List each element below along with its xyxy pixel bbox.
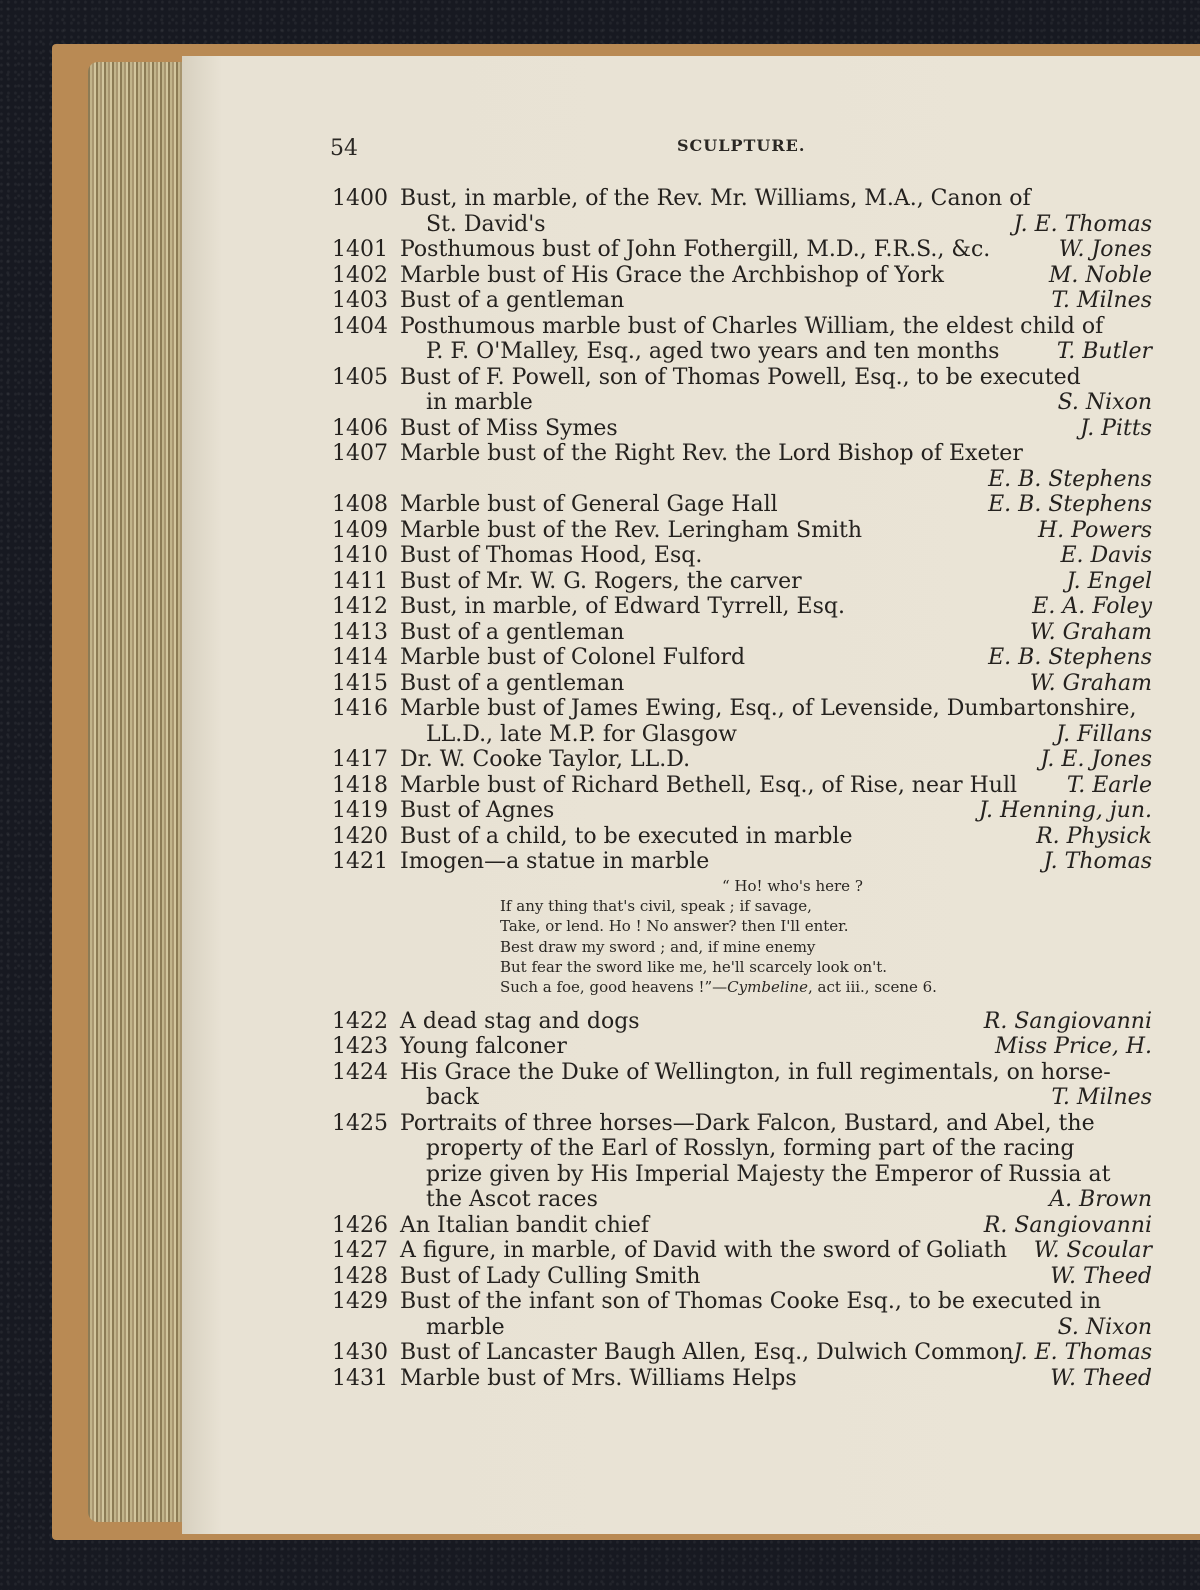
entry-line	[332, 186, 1152, 212]
entry-line	[332, 1162, 1152, 1188]
catalogue-number: 1414	[332, 645, 388, 670]
artist-name: E. B. Stephens	[988, 492, 1152, 517]
artist-name: R. Sangiovanni	[983, 1008, 1152, 1034]
artist-name: A. Brown	[1049, 1187, 1152, 1212]
catalogue-number: 1417	[332, 747, 388, 772]
catalogue-entry	[332, 1289, 1152, 1340]
entry-description: Bust of Mr. W. G. Rogers, the carver	[400, 568, 802, 594]
entry-description: An Italian bandit chief	[400, 1212, 650, 1238]
catalogue-number: 1430	[332, 1340, 388, 1365]
entry-line	[332, 1238, 1152, 1264]
artist-name: W. Scoular	[1033, 1238, 1152, 1263]
catalogue-number: 1404	[332, 313, 388, 339]
artist-name: J. Engel	[1066, 568, 1152, 594]
entry-line	[332, 237, 1152, 263]
entry-line	[332, 798, 1152, 824]
artist-name: T. Earle	[1066, 772, 1152, 798]
entry-line	[332, 696, 1152, 722]
entry-line	[332, 339, 1152, 365]
catalogue-number: 1427	[332, 1238, 388, 1263]
entry-description: Bust of a gentleman	[400, 619, 625, 645]
catalogue-number: 1411	[332, 568, 388, 594]
quotation-text: If any thing that's civil, speak ; if savage,	[500, 897, 812, 916]
catalogue-entry	[332, 263, 1152, 289]
entry-description: Marble bust of Colonel Fulford	[400, 645, 746, 670]
entry-line	[332, 671, 1152, 697]
artist-name: J. Henning, jun.	[978, 798, 1152, 823]
entry-description: Dr. W. Cooke Taylor, LL.D.	[400, 747, 691, 772]
entry-description: A dead stag and dogs	[400, 1008, 640, 1034]
entry-line	[332, 722, 1152, 748]
entry-description: property of the Earl of Rosslyn, forming part of the racing	[426, 1136, 1075, 1161]
artist-name: J. E. Jones	[1040, 747, 1152, 772]
catalogue-number: 1420	[332, 823, 388, 849]
catalogue-number: 1418	[332, 772, 388, 798]
catalogue-entry	[332, 1340, 1152, 1366]
artist-name: Miss Price, H.	[995, 1034, 1152, 1059]
entry-description: prize given by His Imperial Majesty the Emperor of Russia at	[426, 1161, 1111, 1187]
catalogue-number: 1416	[332, 696, 388, 721]
entry-description: Bust of a child, to be executed in marble	[400, 823, 853, 849]
entry-line	[332, 620, 1152, 646]
catalogue-number: 1428	[332, 1263, 388, 1289]
entry-line	[332, 1060, 1152, 1086]
artist-name: J. Fillans	[1055, 721, 1152, 747]
entry-line	[332, 747, 1152, 773]
entry-line	[332, 849, 1152, 875]
entry-line	[332, 773, 1152, 799]
quotation-text: Best draw my sword ; and, if mine enemy	[500, 937, 816, 956]
entry-description: in marble	[426, 390, 533, 415]
artist-name: J. E. Thomas	[1013, 1340, 1152, 1365]
artist-name: T. Butler	[1056, 339, 1152, 364]
entry-description: A figure, in marble, of David with the sword of Goliath	[400, 1238, 1008, 1263]
entry-line	[332, 288, 1152, 314]
quotation-line	[500, 916, 980, 936]
catalogue-entry	[332, 492, 1152, 518]
artist-name: H. Powers	[1038, 517, 1152, 543]
catalogue-entry	[332, 594, 1152, 620]
catalogue-entry	[332, 543, 1152, 569]
entry-line	[332, 1315, 1152, 1341]
catalogue-number: 1426	[332, 1212, 388, 1238]
entry-line	[332, 1187, 1152, 1213]
catalogue-entry	[332, 1060, 1152, 1111]
entry-description: marble	[426, 1314, 505, 1340]
catalogue-number: 1409	[332, 517, 388, 543]
artist-name: W. Graham	[1029, 619, 1152, 645]
catalogue-entry	[332, 416, 1152, 442]
quotation-text: But fear the sword like me, he'll scarcely look on't.	[500, 957, 888, 976]
artist-name: R. Sangiovanni	[983, 1212, 1152, 1238]
entry-line	[332, 594, 1152, 620]
entry-description: Bust of a gentleman	[400, 288, 625, 313]
entry-line	[332, 1034, 1152, 1060]
entry-description: P. F. O'Malley, Esq., aged two years and ten months	[426, 339, 1000, 364]
catalogue-number: 1400	[332, 186, 388, 211]
entry-description: Bust of Agnes	[400, 798, 555, 823]
entry-description: Marble bust of the Rev. Leringham Smith	[400, 517, 863, 543]
catalogue-entry	[332, 798, 1152, 824]
catalogue-entry	[332, 824, 1152, 850]
catalogue-entry	[332, 1034, 1152, 1060]
artist-name: E. Davis	[1060, 543, 1152, 568]
catalogue-entry	[332, 849, 1152, 875]
entry-description: Posthumous bust of John Fothergill, M.D., F.R.S., &c.	[400, 237, 991, 262]
quotation-line	[500, 977, 980, 997]
artist-name: W. Graham	[1029, 670, 1152, 696]
entry-line	[332, 1264, 1152, 1290]
entry-description: Bust, in marble, of the Rev. Mr. Williams, M.A., Canon of	[400, 186, 1031, 211]
catalogue-entry	[332, 518, 1152, 544]
entry-description: Marble bust of His Grace the Archbishop of York	[400, 262, 944, 288]
entry-description: Bust of F. Powell, son of Thomas Powell, Esq., to be executed	[400, 364, 1081, 390]
quotation-block	[500, 876, 980, 997]
entry-line	[332, 1136, 1152, 1162]
page-number: 54	[330, 136, 358, 161]
artist-name: T. Milnes	[1051, 288, 1152, 313]
entry-line	[332, 416, 1152, 442]
entry-description: Bust, in marble, of Edward Tyrrell, Esq.	[400, 594, 845, 619]
catalogue-entry	[332, 1111, 1152, 1213]
entry-line	[332, 441, 1152, 467]
catalogue-entry	[332, 671, 1152, 697]
artist-name: E. B. Stephens	[988, 466, 1152, 492]
entry-line	[332, 569, 1152, 595]
catalogue-entry	[332, 747, 1152, 773]
quotation-text: Such a foe, good heavens !”—	[500, 978, 728, 997]
entry-line	[332, 314, 1152, 340]
entry-line	[332, 518, 1152, 544]
entry-line	[332, 1366, 1152, 1392]
artist-name: W. Theed	[1050, 1263, 1152, 1289]
artist-name: S. Nixon	[1057, 390, 1152, 415]
entry-line	[332, 1111, 1152, 1137]
catalogue-entries	[332, 186, 1152, 1391]
catalogue-entry	[332, 1238, 1152, 1264]
entry-description: Marble bust of Richard Bethell, Esq., of Rise, near Hull	[400, 772, 1018, 798]
catalogue-number: 1406	[332, 415, 388, 441]
entry-line	[332, 263, 1152, 289]
quotation-line	[500, 937, 980, 957]
entry-description: Bust of Miss Symes	[400, 415, 618, 441]
entry-line	[332, 212, 1152, 238]
catalogue-number: 1423	[332, 1034, 388, 1059]
catalogue-entry	[332, 773, 1152, 799]
catalogue-number: 1401	[332, 237, 388, 262]
entry-description: St. David's	[426, 211, 546, 237]
catalogue-number: 1429	[332, 1289, 388, 1314]
entry-description: Posthumous marble bust of Charles William, the eldest child of	[400, 313, 1104, 339]
entry-line	[332, 390, 1152, 416]
artist-name: E. A. Foley	[1032, 594, 1152, 619]
catalogue-entry	[332, 288, 1152, 314]
catalogue-entry	[332, 237, 1152, 263]
entry-description: Bust of the infant son of Thomas Cooke Esq., to be executed in	[400, 1289, 1102, 1314]
quotation-source-ref: , act iii., scene 6.	[807, 978, 937, 997]
catalogue-number: 1413	[332, 619, 388, 645]
entry-line	[332, 1009, 1152, 1035]
entry-description: back	[426, 1085, 479, 1110]
entry-line	[332, 467, 1152, 493]
entry-description: Marble bust of the Right Rev. the Lord Bishop of Exeter	[400, 441, 1023, 466]
entry-line	[332, 824, 1152, 850]
entry-description: Imogen—a statue in marble	[400, 849, 710, 874]
artist-name: W. Theed	[1050, 1365, 1152, 1391]
entry-description: LL.D., late M.P. for Glasgow	[426, 721, 737, 747]
entry-line	[332, 1340, 1152, 1366]
quotation-text: “ Ho! who's here ?	[722, 877, 863, 895]
running-head: SCULPTURE.	[677, 136, 806, 155]
catalogue-entry	[332, 314, 1152, 365]
artist-name: J. Thomas	[1043, 849, 1152, 874]
catalogue-number: 1407	[332, 441, 388, 466]
entry-description: Marble bust of General Gage Hall	[400, 492, 778, 517]
catalogue-number: 1402	[332, 262, 388, 288]
entry-line	[332, 492, 1152, 518]
artist-name: E. B. Stephens	[988, 645, 1152, 670]
catalogue-entry	[332, 1009, 1152, 1035]
quotation-source-title: Cymbeline	[727, 978, 808, 997]
entry-description: Bust of Lady Culling Smith	[400, 1263, 701, 1289]
catalogue-number: 1419	[332, 798, 388, 823]
catalogue-entry	[332, 620, 1152, 646]
catalogue-number: 1408	[332, 492, 388, 517]
entry-description: Marble bust of James Ewing, Esq., of Levenside, Dumbartonshire,	[400, 696, 1137, 721]
catalogue-number: 1421	[332, 849, 388, 874]
entry-description: Bust of a gentleman	[400, 670, 625, 696]
catalogue-entry	[332, 645, 1152, 671]
entry-line	[332, 1213, 1152, 1239]
entry-description: Young falconer	[400, 1034, 567, 1059]
artist-name: M. Noble	[1048, 262, 1152, 288]
entry-description: Bust of Lancaster Baugh Allen, Esq., Dulwich Common	[400, 1340, 1014, 1365]
entry-description: the Ascot races	[426, 1187, 598, 1212]
catalogue-number: 1425	[332, 1110, 388, 1136]
catalogue-number: 1424	[332, 1059, 388, 1085]
entry-description: Bust of Thomas Hood, Esq.	[400, 543, 703, 568]
entry-line	[332, 543, 1152, 569]
quotation-line	[500, 876, 980, 896]
quotation-line	[500, 957, 980, 977]
artist-name: W. Jones	[1058, 237, 1152, 262]
entry-line	[332, 645, 1152, 671]
entry-line	[332, 1085, 1152, 1111]
catalogue-entry	[332, 441, 1152, 492]
quotation-text: Take, or lend. Ho ! No answer? then I'll enter.	[500, 917, 849, 936]
catalogue-entry	[332, 365, 1152, 416]
entry-line	[332, 365, 1152, 391]
artist-name: J. E. Thomas	[1013, 211, 1152, 237]
catalogue-entry	[332, 696, 1152, 747]
artist-name: T. Milnes	[1051, 1085, 1152, 1110]
catalogue-number: 1412	[332, 594, 388, 619]
catalogue-entry	[332, 186, 1152, 237]
catalogue-number: 1405	[332, 364, 388, 390]
catalogue-entry	[332, 1366, 1152, 1392]
catalogue-number: 1410	[332, 543, 388, 568]
catalogue-number: 1403	[332, 288, 388, 313]
artist-name: J. Pitts	[1080, 415, 1152, 441]
entry-description: Portraits of three horses—Dark Falcon, Bustard, and Abel, the	[400, 1110, 1095, 1136]
entry-line	[332, 1289, 1152, 1315]
catalogue-entry	[332, 1264, 1152, 1290]
catalogue-entry	[332, 569, 1152, 595]
catalogue-number: 1422	[332, 1008, 388, 1034]
entry-description: Marble bust of Mrs. Williams Helps	[400, 1365, 797, 1391]
entry-description: His Grace the Duke of Wellington, in full regimentals, on horse-	[400, 1059, 1111, 1085]
quotation-line	[500, 896, 980, 916]
catalogue-number: 1415	[332, 670, 388, 696]
catalogue-number: 1431	[332, 1365, 388, 1391]
artist-name: S. Nixon	[1057, 1314, 1152, 1340]
catalogue-entry	[332, 1213, 1152, 1239]
artist-name: R. Physick	[1036, 823, 1152, 849]
